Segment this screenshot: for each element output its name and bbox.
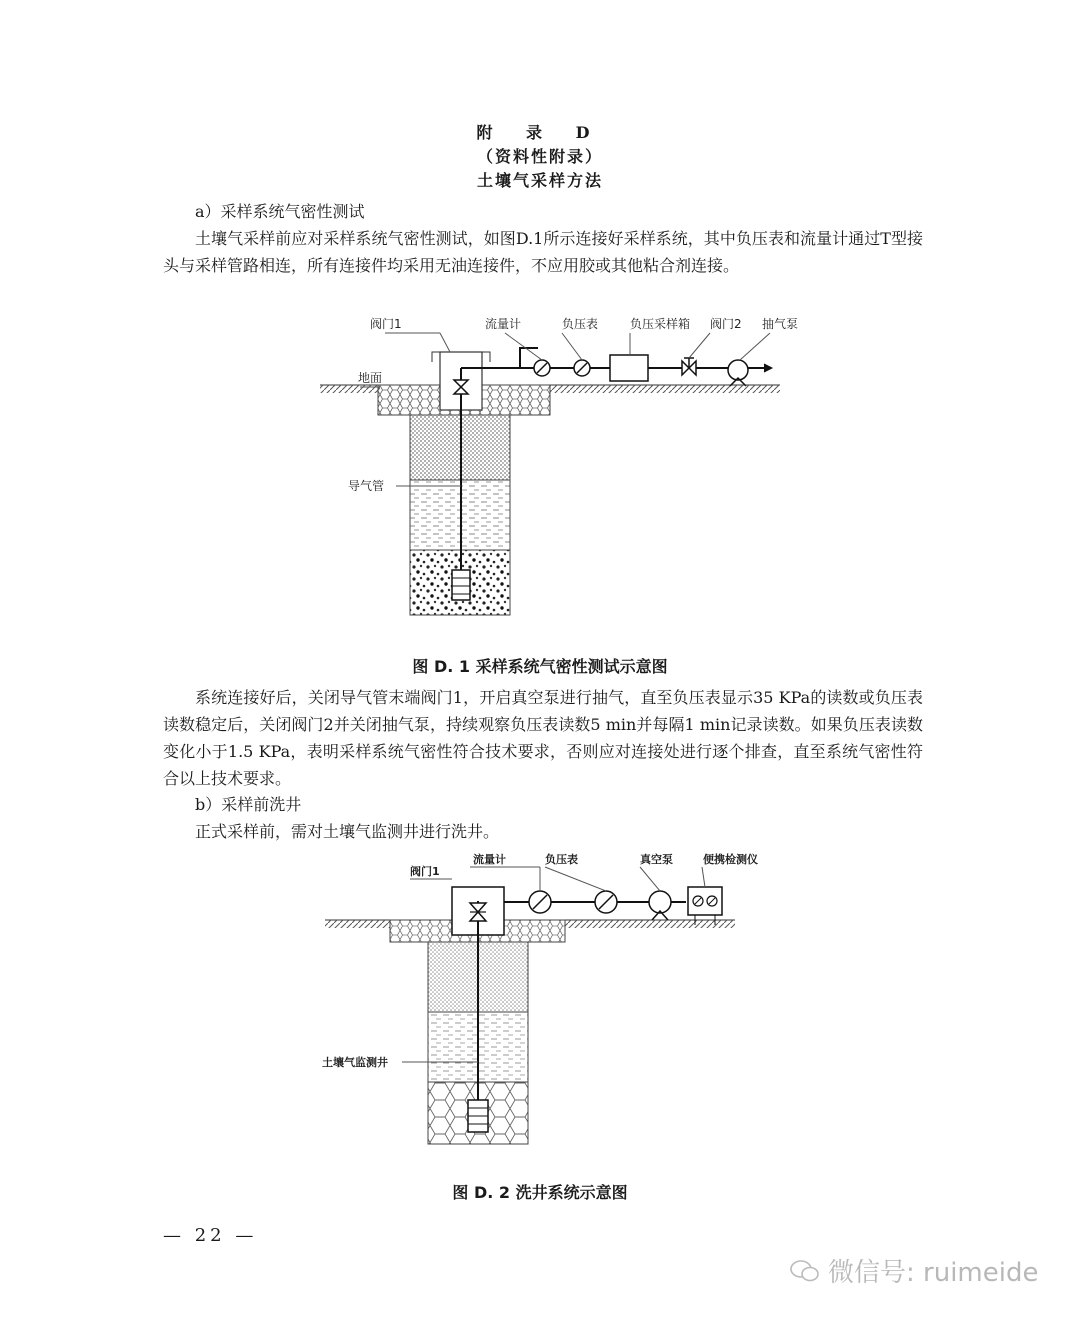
label2-detector: 便携检测仪 bbox=[703, 853, 758, 866]
section-b-heading: b）采样前洗井 bbox=[195, 795, 302, 814]
section-a-heading: a）采样系统气密性测试 bbox=[195, 202, 365, 221]
section-a-continued bbox=[163, 684, 923, 792]
label2-flowmeter: 流量计 bbox=[473, 853, 506, 866]
label-valve1: 阀门1 bbox=[370, 317, 402, 331]
page-number: — 22 — bbox=[163, 1225, 258, 1246]
label-pump: 抽气泵 bbox=[762, 317, 799, 331]
label2-well: 土壤气监测井 bbox=[322, 1056, 388, 1069]
figure-d2 bbox=[310, 845, 758, 1150]
section-b-paragraph: 正式采样前，需对土壤气监测井进行洗井。 bbox=[195, 822, 500, 841]
appendix-nature: （资料性附录） bbox=[476, 147, 603, 166]
label-valve2: 阀门2 bbox=[710, 317, 742, 331]
wechat-icon bbox=[790, 1259, 820, 1283]
label-sampling-box: 负压采样箱 bbox=[630, 317, 691, 331]
figure-d1 bbox=[300, 300, 800, 630]
label2-vacuum-pump: 真空泵 bbox=[640, 853, 673, 866]
appendix-label: 附 录 D bbox=[476, 123, 604, 142]
label-gas-tube: 导气管 bbox=[348, 479, 385, 493]
figure-d2-caption: 图 D. 2 洗井系统示意图 bbox=[452, 1183, 628, 1202]
watermark-text: 微信号: ruimeide bbox=[828, 1258, 1039, 1288]
label2-valve1: 阀门1 bbox=[410, 865, 440, 878]
section-a bbox=[163, 198, 923, 279]
wechat-watermark bbox=[790, 1252, 1038, 1289]
figure-d1-caption: 图 D. 1 采样系统气密性测试示意图 bbox=[412, 657, 668, 676]
label-ground: 地面 bbox=[358, 371, 383, 385]
label-flowmeter: 流量计 bbox=[485, 317, 522, 331]
section-a-paragraph: 土壤气采样前应对采样系统气密性测试，如图D.1所示连接好采样系统，其中负压表和流量计通过T型接头与采样管路相连，所有连接件均采用无油连接件，不应用胶或其他粘合剂连接。 bbox=[163, 229, 923, 275]
appendix-title: 土壤气采样方法 bbox=[476, 171, 603, 190]
section-a-result-paragraph: 系统连接好后，关闭导气管末端阀门1，开启真空泵进行抽气，直至负压表显示35 KPa的读数或负压表读数稳定后，关闭阀门2并关闭抽气泵，持续观察负压表读数5 min并每隔1 min记录读数。如果负压表读数变化小于1.5 KPa，表明采样系统气密性符合技术要求，否则应对连接处进行逐个排查，直至系统气密性符合以上技术要求。 bbox=[163, 688, 923, 788]
label2-vacuum-gauge: 负压表 bbox=[545, 853, 578, 866]
label-vacuum-gauge: 负压表 bbox=[562, 317, 599, 331]
section-b bbox=[163, 791, 923, 845]
